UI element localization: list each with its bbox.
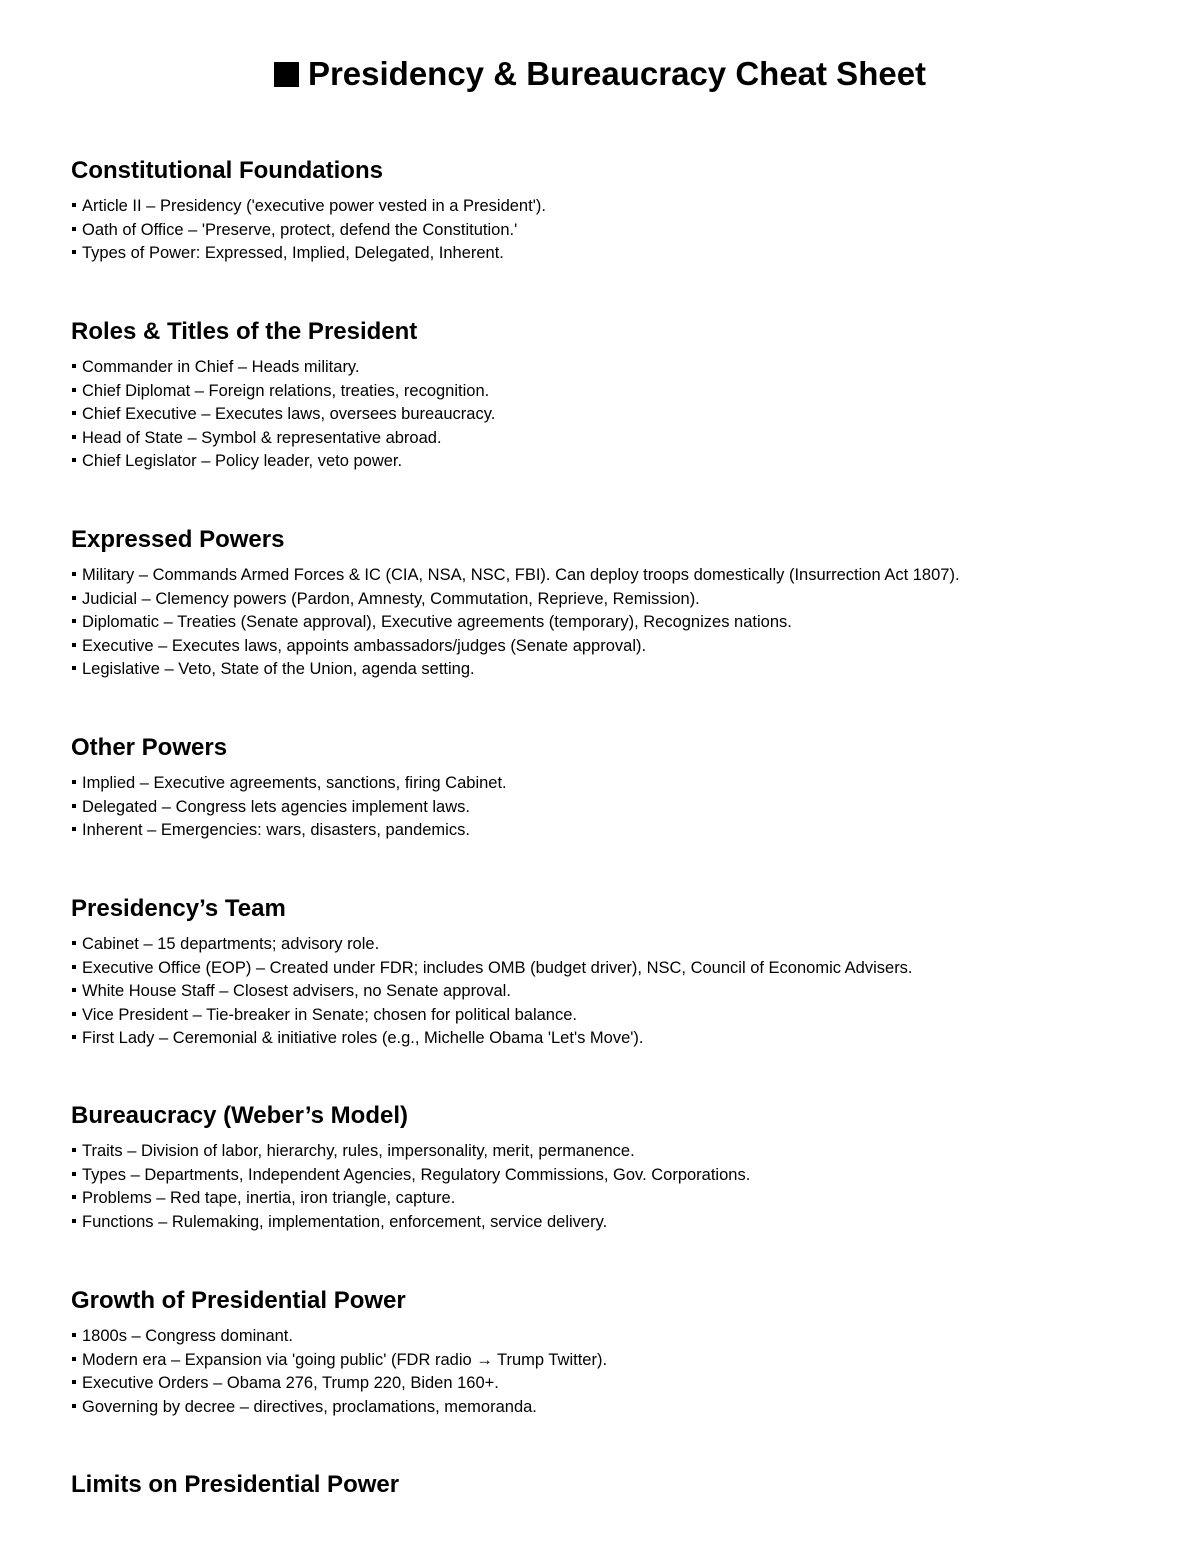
- bullet-icon: [72, 1172, 76, 1176]
- bullet-icon: [72, 1357, 76, 1361]
- list-item: White House Staff – Closest advisers, no Senate approval.: [71, 980, 1171, 1004]
- bullet-list: [71, 1325, 1171, 1419]
- bullet-icon: [72, 988, 76, 992]
- list-item: Delegated – Congress lets agencies implement laws.: [71, 796, 1171, 820]
- bullet-icon: [72, 941, 76, 945]
- list-item: Judicial – Clemency powers (Pardon, Amnesty, Commutation, Reprieve, Remission).: [71, 588, 1171, 612]
- bullet-icon: [72, 388, 76, 392]
- bullet-icon: [72, 666, 76, 670]
- section-limits-on-power: [71, 1470, 1171, 1500]
- list-item: Oath of Office – 'Preserve, protect, defend the Constitution.': [71, 219, 1171, 243]
- section-presidency-team: [71, 894, 1171, 1051]
- list-item: Traits – Division of labor, hierarchy, rules, impersonality, merit, permanence.: [71, 1140, 1171, 1164]
- list-item: Types of Power: Expressed, Implied, Delegated, Inherent.: [71, 242, 1171, 266]
- square-bullet-icon: [274, 62, 299, 87]
- bullet-icon: [72, 572, 76, 576]
- bullet-icon: [72, 1380, 76, 1384]
- list-item: Chief Legislator – Policy leader, veto power.: [71, 450, 1171, 474]
- section-heading: Presidency’s Team: [71, 895, 286, 922]
- bullet-icon: [72, 435, 76, 439]
- list-item: Functions – Rulemaking, implementation, enforcement, service delivery.: [71, 1211, 1171, 1235]
- list-item: Head of State – Symbol & representative abroad.: [71, 427, 1171, 451]
- list-item: Governing by decree – directives, proclamations, memoranda.: [71, 1396, 1171, 1420]
- section-heading: Growth of Presidential Power: [71, 1287, 406, 1314]
- bullet-list: [71, 772, 1171, 843]
- list-item: Military – Commands Armed Forces & IC (CIA, NSA, NSC, FBI). Can deploy troops domestically (Insurrection Act 1807).: [71, 564, 1171, 588]
- bullet-icon: [72, 1148, 76, 1152]
- bullet-icon: [72, 643, 76, 647]
- list-item: Executive – Executes laws, appoints ambassadors/judges (Senate approval).: [71, 635, 1171, 659]
- bullet-list: [71, 564, 1171, 682]
- bullet-icon: [72, 965, 76, 969]
- bullet-icon: [72, 1219, 76, 1223]
- section-heading: Constitutional Foundations: [71, 157, 383, 184]
- bullet-icon: [72, 1404, 76, 1408]
- list-item: Executive Orders – Obama 276, Trump 220, Biden 160+.: [71, 1372, 1171, 1396]
- bullet-icon: [72, 250, 76, 254]
- document-title-text: Presidency & Bureaucracy Cheat Sheet: [307, 55, 927, 92]
- list-item: Problems – Red tape, inertia, iron triangle, capture.: [71, 1187, 1171, 1211]
- list-item: Chief Diplomat – Foreign relations, treaties, recognition.: [71, 380, 1171, 404]
- section-heading: Expressed Powers: [71, 526, 285, 553]
- list-item: Article II – Presidency ('executive power vested in a President').: [71, 195, 1171, 219]
- list-item: Cabinet – 15 departments; advisory role.: [71, 933, 1171, 957]
- section-roles-titles: [71, 317, 1171, 474]
- bullet-icon: [72, 364, 76, 368]
- list-item: Diplomatic – Treaties (Senate approval), Executive agreements (temporary), Recognizes nations.: [71, 611, 1171, 635]
- list-item: Implied – Executive agreements, sanctions, firing Cabinet.: [71, 772, 1171, 796]
- section-constitutional-foundations: [71, 156, 1171, 266]
- list-item: Legislative – Veto, State of the Union, agenda setting.: [71, 658, 1171, 682]
- list-item: Chief Executive – Executes laws, oversees bureaucracy.: [71, 403, 1171, 427]
- bullet-icon: [72, 203, 76, 207]
- bullet-icon: [72, 1333, 76, 1337]
- bullet-icon: [72, 804, 76, 808]
- bullet-icon: [72, 619, 76, 623]
- list-item: First Lady – Ceremonial & initiative roles (e.g., Michelle Obama 'Let's Move').: [71, 1027, 1171, 1051]
- bullet-list: [71, 195, 1171, 266]
- section-expressed-powers: [71, 525, 1171, 682]
- list-item: Inherent – Emergencies: wars, disasters, pandemics.: [71, 819, 1171, 843]
- list-item: Commander in Chief – Heads military.: [71, 356, 1171, 380]
- section-heading: Bureaucracy (Weber’s Model): [71, 1102, 408, 1129]
- section-heading: Roles & Titles of the President: [71, 318, 418, 345]
- list-item: Modern era – Expansion via 'going public' (FDR radio → Trump Twitter).: [71, 1349, 1171, 1373]
- section-bureaucracy: [71, 1101, 1171, 1234]
- document-title: [0, 52, 1200, 96]
- section-other-powers: [71, 733, 1171, 843]
- bullet-icon: [72, 1035, 76, 1039]
- bullet-icon: [72, 458, 76, 462]
- bullet-icon: [72, 227, 76, 231]
- bullet-icon: [72, 596, 76, 600]
- bullet-icon: [72, 1195, 76, 1199]
- bullet-list: [71, 356, 1171, 474]
- section-heading: Other Powers: [71, 734, 228, 761]
- bullet-list: [71, 933, 1171, 1051]
- list-item: Types – Departments, Independent Agencies, Regulatory Commissions, Gov. Corporations.: [71, 1164, 1171, 1188]
- list-item: 1800s – Congress dominant.: [71, 1325, 1171, 1349]
- section-heading: Limits on Presidential Power: [71, 1471, 400, 1498]
- bullet-icon: [72, 1012, 76, 1016]
- list-item: Vice President – Tie-breaker in Senate; chosen for political balance.: [71, 1004, 1171, 1028]
- section-growth-of-power: [71, 1286, 1171, 1419]
- bullet-list: [71, 1140, 1171, 1234]
- bullet-icon: [72, 827, 76, 831]
- bullet-icon: [72, 411, 76, 415]
- bullet-icon: [72, 780, 76, 784]
- list-item: Executive Office (EOP) – Created under FDR; includes OMB (budget driver), NSC, Council of Economic Advisers.: [71, 957, 1171, 981]
